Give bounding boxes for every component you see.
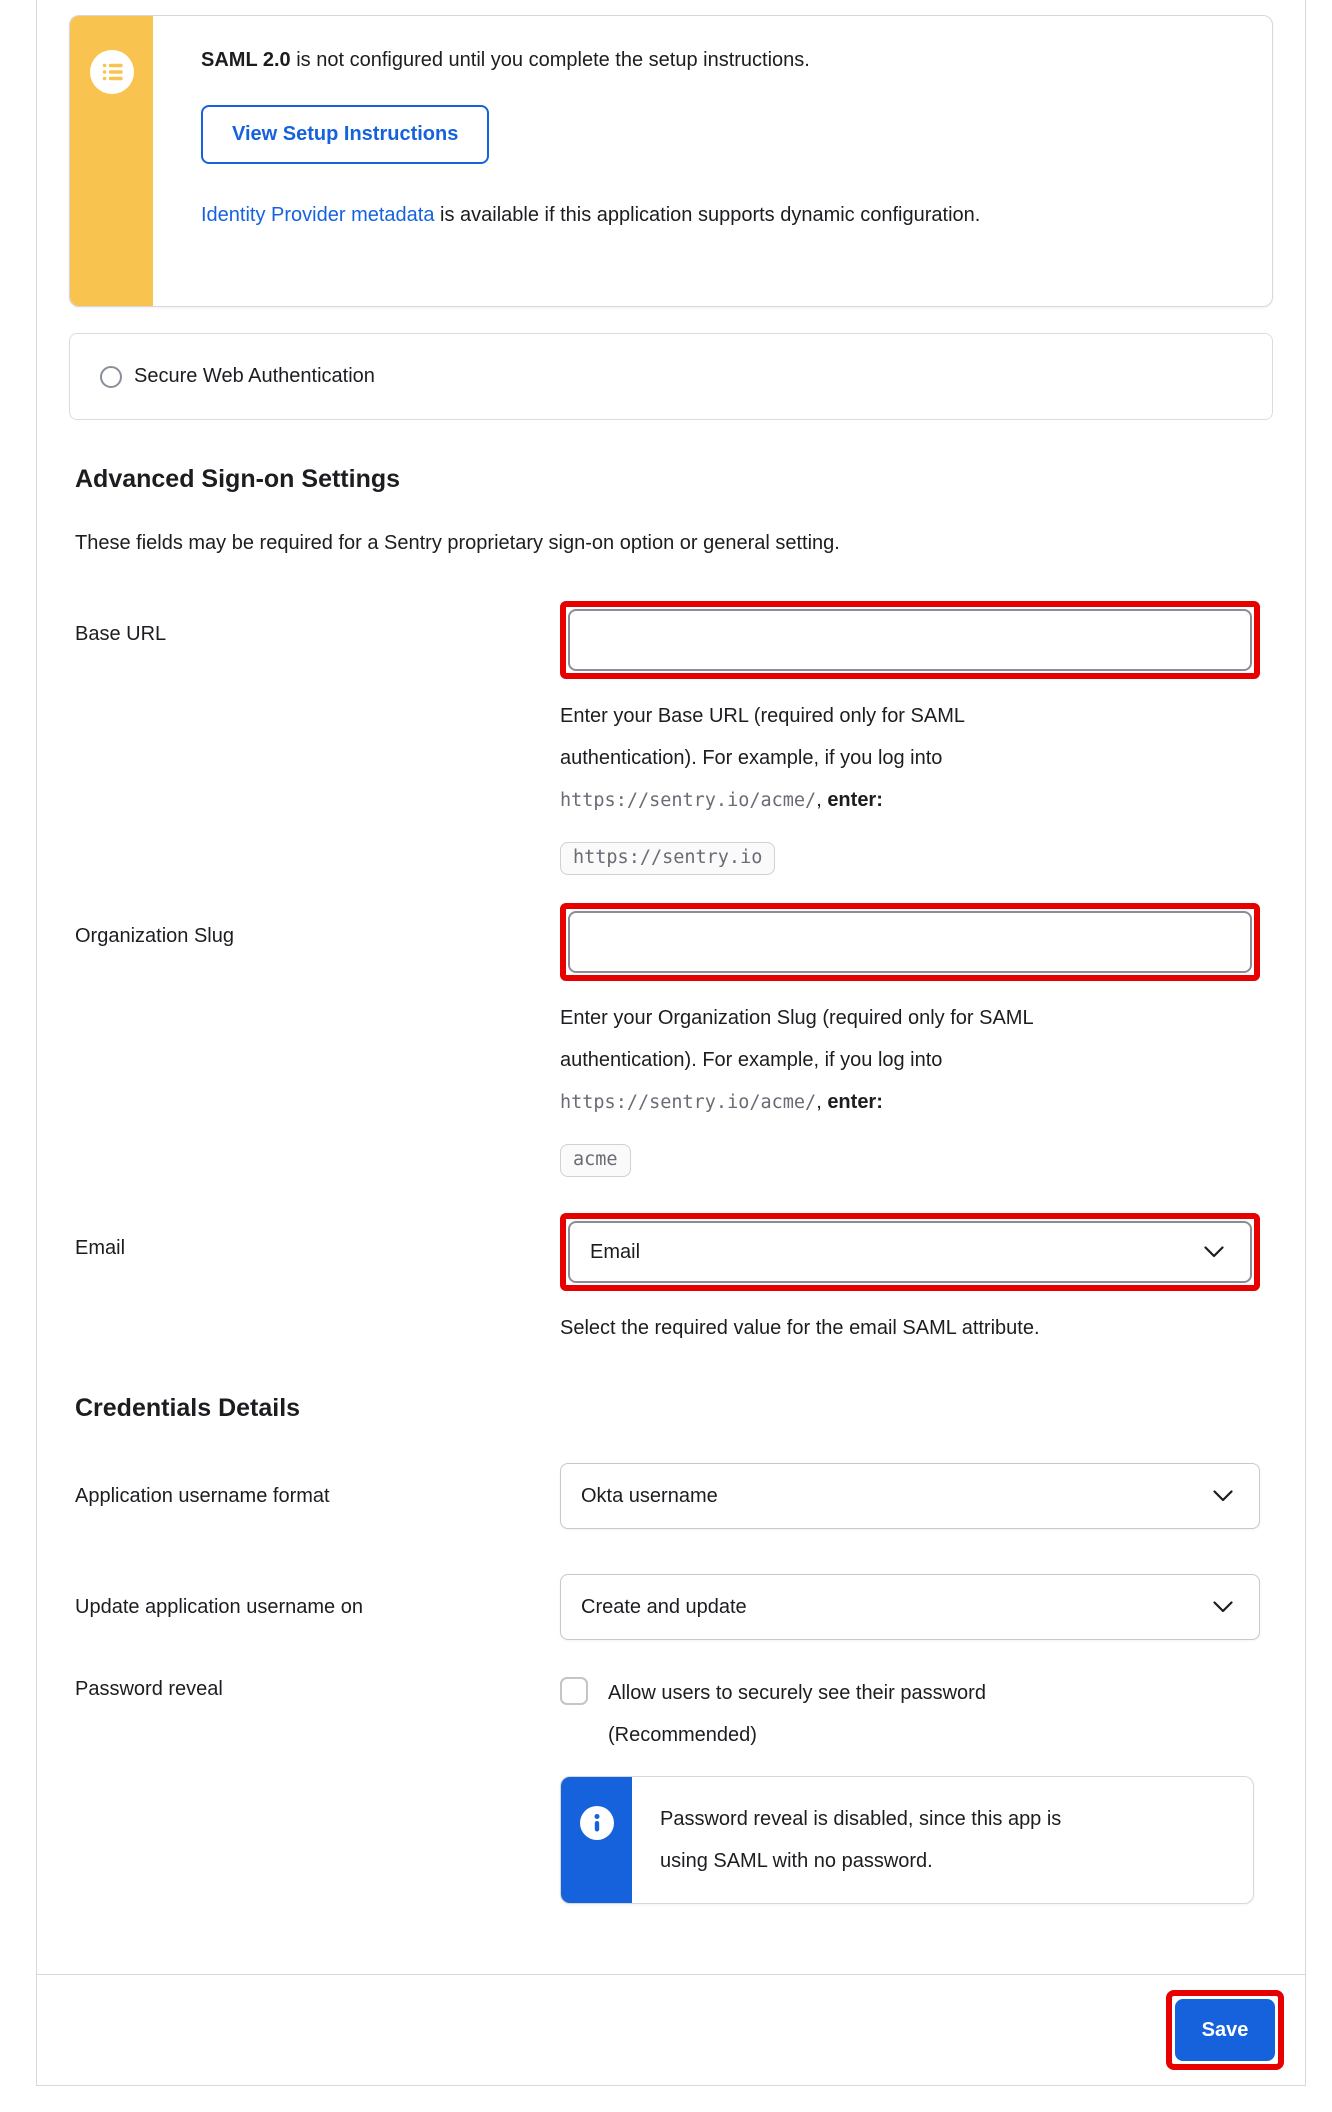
base-url-label: Base URL (75, 623, 167, 645)
update-username-label: Update application username on (75, 1595, 363, 1618)
base-url-help (560, 695, 1100, 822)
organization-slug-help-text: Enter your Organization Slug (required only for SAML authentication). For example, if you log into (560, 1007, 1033, 1071)
organization-slug-help-sep: , (816, 1091, 828, 1113)
info-strip (561, 1777, 632, 1903)
list-icon (90, 50, 134, 94)
password-reveal-label: Password reveal (75, 1678, 223, 1700)
update-username-value: Create and update (581, 1595, 747, 1618)
chevron-down-icon (1213, 1490, 1233, 1502)
email-help: Select the required value for the email SAML attribute. (560, 1317, 1040, 1339)
email-select-value: Email (590, 1240, 641, 1263)
base-url-example-chip: https://sentry.io (560, 842, 775, 875)
email-label: Email (75, 1237, 126, 1259)
info-banner-text: Password reveal is disabled, since this app is using SAML with no password. (660, 1808, 1062, 1872)
base-url-row (37, 601, 1305, 875)
organization-slug-help-code: https://sentry.io/acme/ (560, 1092, 817, 1113)
organization-slug-highlight (560, 903, 1260, 981)
banner-body (153, 16, 1010, 306)
info-icon (580, 1806, 614, 1840)
password-reveal-checkbox[interactable] (560, 1677, 588, 1705)
chevron-down-icon (1204, 1246, 1224, 1258)
warning-strip (70, 16, 153, 306)
organization-slug-help (560, 997, 1100, 1124)
email-select-highlight (560, 1213, 1260, 1291)
form-footer (37, 1974, 1305, 2085)
organization-slug-example-chip: acme (560, 1144, 631, 1177)
banner-metadata-line (201, 194, 980, 236)
save-button-highlight (1166, 1990, 1284, 2070)
base-url-help-code: https://sentry.io/acme/ (560, 790, 817, 811)
banner-title-protocol: SAML 2.0 (201, 49, 291, 71)
organization-slug-label: Organization Slug (75, 925, 234, 947)
chevron-down-icon (1213, 1601, 1233, 1613)
organization-slug-row (37, 903, 1305, 1177)
email-attribute-select[interactable] (568, 1221, 1252, 1283)
banner-title-text: is not configured until you complete the setup instructions. (290, 49, 810, 71)
save-button[interactable]: Save (1175, 1999, 1275, 2061)
username-format-value: Okta username (581, 1484, 718, 1507)
username-format-row (37, 1463, 1305, 1529)
organization-slug-help-enter: enter: (827, 1091, 883, 1113)
base-url-input[interactable] (568, 609, 1252, 671)
password-reveal-row (37, 1672, 1305, 1904)
saml-warning-banner (69, 15, 1273, 307)
advanced-settings-heading: Advanced Sign-on Settings (75, 465, 401, 493)
username-format-select[interactable] (560, 1463, 1260, 1529)
base-url-help-enter: enter: (827, 789, 883, 811)
base-url-help-sep: , (816, 789, 828, 811)
sign-on-settings-panel (36, 0, 1306, 2086)
username-format-label: Application username format (75, 1484, 330, 1507)
banner-metadata-text: is available if this application supports dynamic configuration. (434, 204, 981, 226)
swa-radio-label: Secure Web Authentication (134, 365, 375, 387)
update-username-select[interactable] (560, 1574, 1260, 1640)
organization-slug-input[interactable] (568, 911, 1252, 973)
swa-option-box (69, 333, 1273, 420)
update-username-row (37, 1574, 1305, 1640)
email-row (37, 1213, 1305, 1349)
password-reveal-info-banner (560, 1776, 1254, 1904)
view-setup-instructions-button[interactable]: View Setup Instructions (201, 105, 489, 164)
credentials-heading: Credentials Details (75, 1394, 301, 1422)
base-url-help-text: Enter your Base URL (required only for SAML authentication). For example, if you log into (560, 705, 965, 769)
password-reveal-control (560, 1672, 1260, 1756)
base-url-highlight (560, 601, 1260, 679)
advanced-settings-description: These fields may be required for a Sentry proprietary sign-on option or general setting. (75, 532, 840, 554)
identity-provider-metadata-link[interactable]: Identity Provider metadata (201, 204, 435, 226)
swa-radio[interactable] (100, 366, 122, 388)
banner-title (201, 46, 980, 74)
password-reveal-checkbox-label: Allow users to securely see their password (Recommended) (608, 1682, 986, 1746)
